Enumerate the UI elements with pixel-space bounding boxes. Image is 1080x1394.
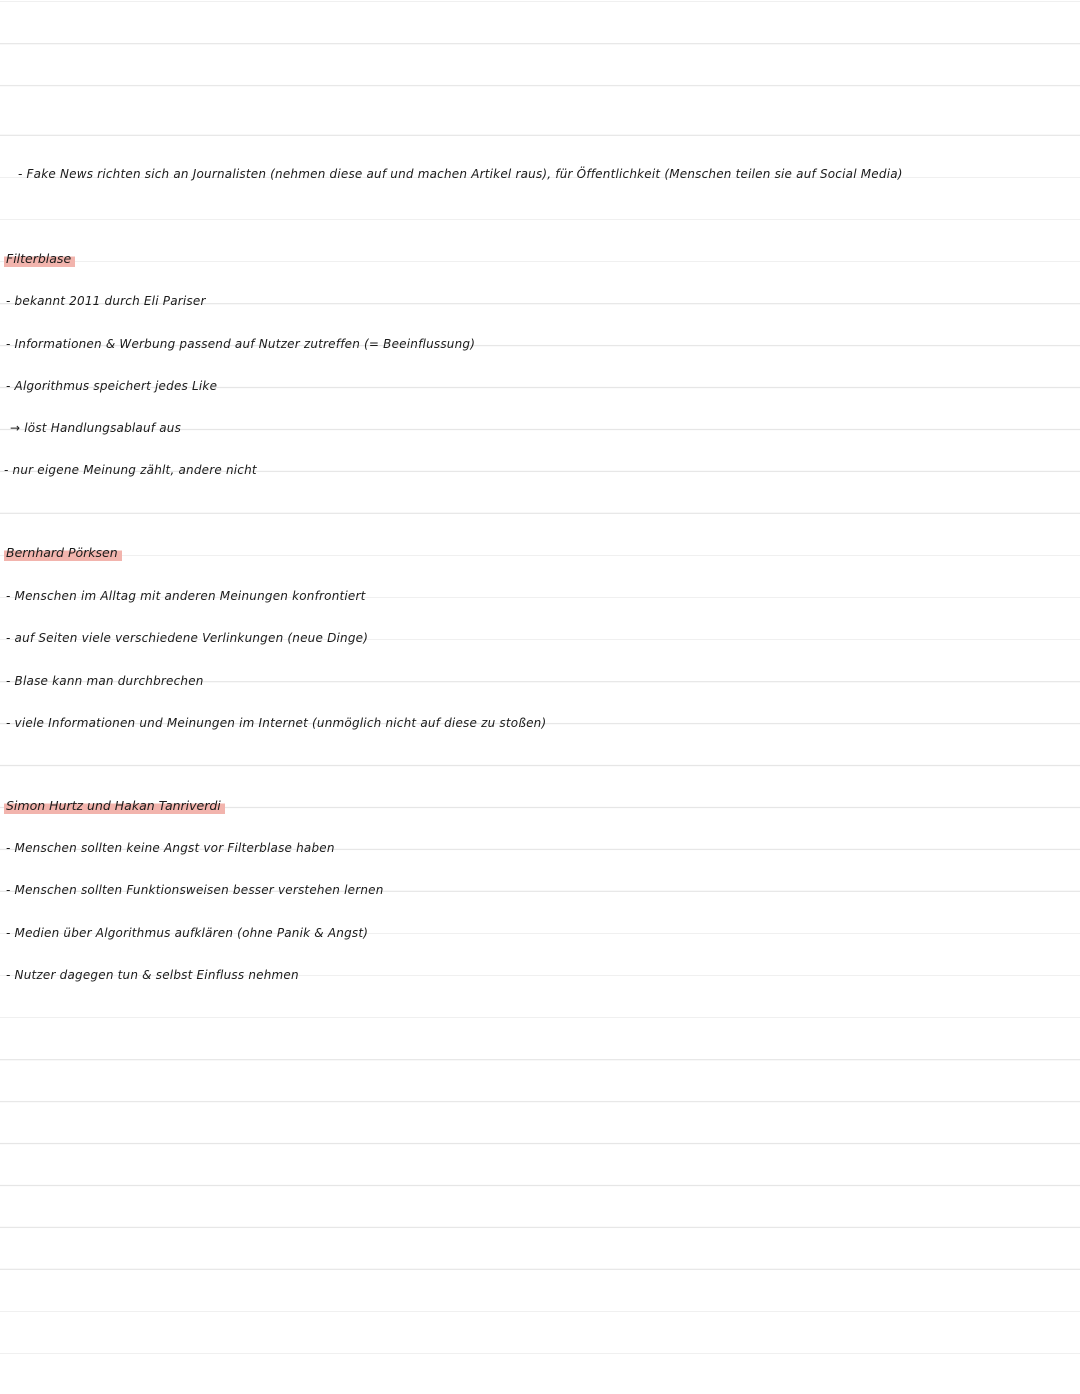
note-line: - bekannt 2011 durch Eli Pariser (6, 294, 206, 308)
note-line: - Menschen sollten Funktionsweisen besser verstehen lernen (6, 883, 384, 897)
heading-filterblase: Filterblase (4, 251, 75, 267)
note-line: - Menschen im Alltag mit anderen Meinungen konfrontiert (6, 589, 366, 603)
intro-line: - Fake News richten sich an Journalisten (nehmen diese auf und machen Artikel raus), für Öffentlichkeit (Menschen teilen sie auf Social Media) (18, 167, 903, 181)
note-line: - auf Seiten viele verschiedene Verlinkungen (neue Dinge) (6, 631, 369, 645)
note-line: - nur eigene Meinung zählt, andere nicht (4, 463, 257, 477)
note-line: - Nutzer dagegen tun & selbst Einfluss nehmen (6, 968, 299, 982)
note-line: - viele Informationen und Meinungen im Internet (unmöglich nicht auf diese zu stoßen) (6, 716, 547, 730)
note-line: - Algorithmus speichert jedes Like (6, 379, 218, 393)
note-line: - Menschen sollten keine Angst vor Filterblase haben (6, 841, 335, 855)
note-line: → löst Handlungsablauf aus (10, 421, 182, 435)
note-line: - Blase kann man durchbrechen (6, 674, 204, 688)
note-line: - Informationen & Werbung passend auf Nutzer zutreffen (= Beeinflussung) (6, 337, 476, 351)
note-line: - Medien über Algorithmus aufklären (ohne Panik & Angst) (6, 926, 369, 940)
heading-hurtz-tanriverdi: Simon Hurtz und Hakan Tanriverdi (4, 798, 225, 814)
heading-bernhard-poerksen: Bernhard Pörksen (4, 545, 122, 561)
